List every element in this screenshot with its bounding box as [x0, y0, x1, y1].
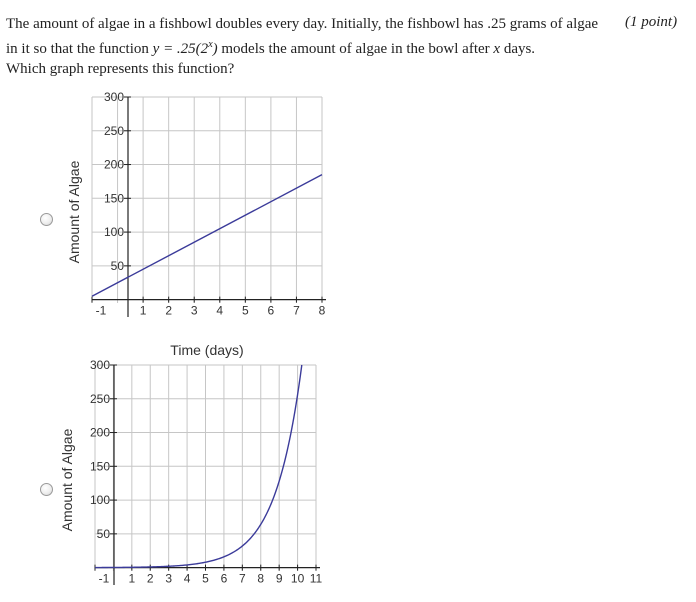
x-tick-label: 6 [267, 303, 275, 318]
question-middle: models the amount of algae in the bowl after [221, 40, 490, 57]
x-tick-label: 8 [318, 303, 326, 318]
x-tick-label: 4 [216, 303, 224, 318]
x-tick-label: -1 [98, 571, 110, 586]
x-tick-label: 3 [165, 571, 173, 586]
y-tick-label: 150 [103, 191, 124, 206]
y-tick-label: 100 [103, 225, 124, 240]
function-formula: $y = .25(2^x)$ [152, 38, 218, 57]
data-series-line [92, 175, 322, 297]
x-tick-label: 11 [309, 571, 323, 586]
y-tick-label: 50 [110, 258, 124, 273]
x-tick-label: 8 [257, 571, 265, 586]
question-intro: The amount of algae in a fishbowl doubles every day. Initially, the fishbowl has .25 grams of algae in it so that the function [6, 16, 599, 57]
x-tick-label: 4 [183, 571, 191, 586]
question-prompt: Which graph represents this function? [6, 61, 235, 77]
graph-exponential-ylabel: Amount of Algae [59, 428, 75, 532]
y-tick-label: 100 [89, 493, 110, 508]
variable-x: x [493, 40, 501, 57]
x-tick-label: 7 [238, 571, 246, 586]
y-tick-label: 300 [89, 358, 110, 372]
x-tick-label: 2 [165, 303, 173, 318]
x-tick-label: -1 [95, 303, 107, 318]
question-tail: days. [503, 40, 536, 57]
y-tick-label: 200 [89, 425, 110, 440]
graph-exponential [59, 358, 323, 586]
graph-linear [66, 90, 326, 358]
graph-linear-ylabel: Amount of Algae [66, 160, 82, 264]
x-tick-label: 2 [146, 571, 154, 586]
x-tick-label: 5 [202, 571, 209, 586]
x-tick-label: 1 [139, 303, 147, 318]
y-tick-label: 50 [96, 526, 110, 541]
y-tick-label: 300 [103, 90, 124, 104]
x-tick-label: 1 [128, 571, 136, 586]
x-tick-label: 7 [293, 303, 300, 318]
y-tick-label: 200 [103, 157, 124, 172]
graph-linear-xlabel: Time (days) [170, 342, 244, 358]
x-tick-label: 5 [241, 303, 249, 318]
y-tick-label: 150 [89, 459, 110, 474]
x-tick-label: 6 [220, 571, 228, 586]
points-label: (1 point) [625, 14, 678, 30]
x-tick-label: 10 [290, 571, 305, 586]
x-tick-label: 9 [275, 571, 283, 586]
y-tick-label: 250 [89, 391, 110, 406]
x-tick-label: 3 [190, 303, 198, 318]
y-tick-label: 250 [103, 123, 124, 138]
